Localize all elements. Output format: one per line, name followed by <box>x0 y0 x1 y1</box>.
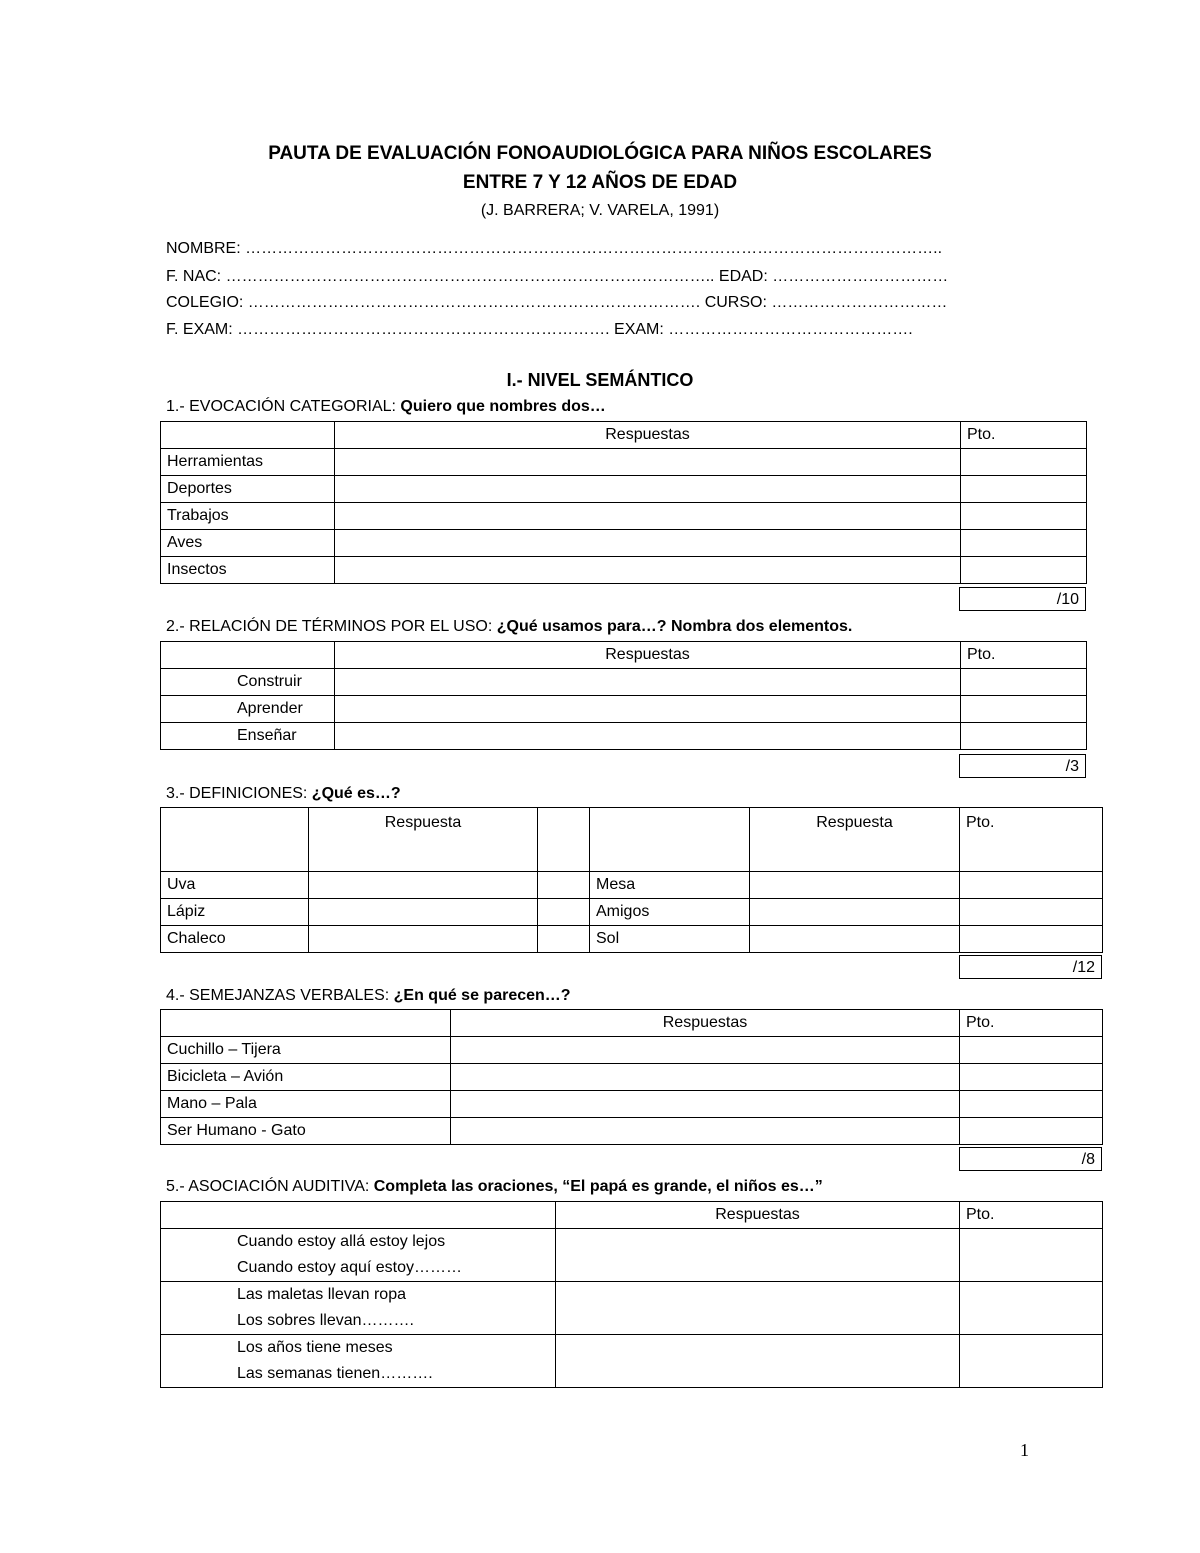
table-row <box>161 476 1087 503</box>
table-row <box>161 1282 1103 1335</box>
q1-total-score: /10 <box>959 587 1086 611</box>
q3-col-respuesta-left: Respuesta <box>309 808 538 872</box>
q5-prompt: Completa las oraciones, “El papá es grande, el niños es…” <box>373 1178 823 1195</box>
q1-answer-cell[interactable] <box>335 530 961 557</box>
q4-answer-cell[interactable] <box>451 1037 960 1064</box>
q3-score-cell[interactable] <box>960 872 1103 899</box>
field-fecha-nacimiento: F. NAC: ……………………………………………………………………………….. EDAD: …………………………… <box>166 268 949 285</box>
q2-answer-cell[interactable] <box>335 723 961 750</box>
q1-score-cell[interactable] <box>961 557 1087 584</box>
q4-label: 4.- SEMEJANZAS VERBALES: <box>166 987 394 1004</box>
q3-col-respuesta-right: Respuesta <box>750 808 960 872</box>
q4-score-cell[interactable] <box>960 1118 1103 1145</box>
q5-sentence-line2: Los sobres llevan………. <box>237 1312 414 1329</box>
q3-score-cell[interactable] <box>538 872 590 899</box>
q3-col-pto: Pto. <box>960 808 1103 872</box>
q3-score-cell[interactable] <box>538 899 590 926</box>
q1-row-label: Deportes <box>161 476 335 503</box>
q3-row-label-left: Chaleco <box>161 926 309 953</box>
q1-table <box>160 421 1087 584</box>
q4-col-pto: Pto. <box>960 1010 1103 1037</box>
table-row <box>161 926 1103 953</box>
q3-heading <box>166 785 401 803</box>
q2-score-cell[interactable] <box>961 696 1087 723</box>
q2-col-respuestas: Respuestas <box>335 642 961 669</box>
q5-sentence-line1: Los años tiene meses <box>237 1339 393 1356</box>
q2-answer-cell[interactable] <box>335 669 961 696</box>
q4-row-label: Cuchillo – Tijera <box>161 1037 451 1064</box>
q3-answer-cell[interactable] <box>750 872 960 899</box>
q2-score-cell[interactable] <box>961 669 1087 696</box>
q4-heading <box>166 987 571 1005</box>
q1-prompt: Quiero que nombres dos… <box>400 398 606 415</box>
q4-answer-cell[interactable] <box>451 1091 960 1118</box>
table-row <box>161 1118 1103 1145</box>
q5-label: 5.- ASOCIACIÓN AUDITIVA: <box>166 1178 374 1195</box>
q3-prompt: ¿Qué es…? <box>311 785 401 802</box>
table-row <box>161 808 1103 872</box>
table-row <box>161 723 1087 750</box>
q3-row-label-left: Lápiz <box>161 899 309 926</box>
q1-row-label: Trabajos <box>161 503 335 530</box>
q4-answer-cell[interactable] <box>451 1118 960 1145</box>
q1-heading <box>166 398 606 416</box>
q4-col-respuestas: Respuestas <box>451 1010 960 1037</box>
table-row <box>161 1010 1103 1037</box>
q3-label: 3.- DEFINICIONES: <box>166 785 312 802</box>
q2-heading <box>166 618 852 636</box>
table-row <box>161 899 1103 926</box>
q1-answer-cell[interactable] <box>335 476 961 503</box>
q3-score-cell[interactable] <box>960 926 1103 953</box>
q5-sentence-line2: Cuando estoy aquí estoy……… <box>237 1259 463 1276</box>
q5-score-cell[interactable] <box>960 1335 1103 1388</box>
table-row <box>161 1064 1103 1091</box>
q4-table <box>160 1009 1103 1145</box>
q2-row-label: Enseñar <box>161 723 335 750</box>
q1-row-label: Herramientas <box>161 449 335 476</box>
q3-answer-cell[interactable] <box>750 926 960 953</box>
q1-label: 1.- EVOCACIÓN CATEGORIAL: <box>166 398 401 415</box>
document-title-line2: ENTRE 7 Y 12 AÑOS DE EDAD <box>462 172 738 193</box>
q4-row-label: Ser Humano - Gato <box>161 1118 451 1145</box>
q2-col-pto: Pto. <box>961 642 1087 669</box>
table-row <box>161 1091 1103 1118</box>
q4-score-cell[interactable] <box>960 1091 1103 1118</box>
q5-heading <box>166 1178 823 1196</box>
table-row <box>161 422 1087 449</box>
table-row <box>161 1037 1103 1064</box>
q1-col-respuestas: Respuestas <box>335 422 961 449</box>
table-row <box>161 1335 1103 1388</box>
q5-table <box>160 1201 1103 1388</box>
q5-col-respuestas: Respuestas <box>556 1202 960 1229</box>
q5-row-sentence <box>161 1282 556 1335</box>
table-row <box>161 530 1087 557</box>
q5-answer-cell[interactable] <box>556 1282 960 1335</box>
q1-score-cell[interactable] <box>961 503 1087 530</box>
q5-sentence-line2: Las semanas tienen………. <box>237 1365 433 1382</box>
q2-row-label: Construir <box>161 669 335 696</box>
q4-score-cell[interactable] <box>960 1064 1103 1091</box>
table-row <box>161 449 1087 476</box>
q5-sentence-line1: Las maletas llevan ropa <box>237 1286 406 1303</box>
q1-col-pto: Pto. <box>961 422 1087 449</box>
q2-total-score: /3 <box>959 754 1086 778</box>
q3-answer-cell[interactable] <box>309 872 538 899</box>
q5-score-cell[interactable] <box>960 1282 1103 1335</box>
field-fecha-examen: F. EXAM: ……………………………………………………………. EXAM: ………………………………………. <box>166 321 913 338</box>
q5-answer-cell[interactable] <box>556 1229 960 1282</box>
q3-answer-cell[interactable] <box>750 899 960 926</box>
q3-score-cell[interactable] <box>960 899 1103 926</box>
q3-table <box>160 807 1103 953</box>
table-row <box>161 1202 1103 1229</box>
q5-answer-cell[interactable] <box>556 1335 960 1388</box>
q2-answer-cell[interactable] <box>335 696 961 723</box>
q5-score-cell[interactable] <box>960 1229 1103 1282</box>
q2-score-cell[interactable] <box>961 723 1087 750</box>
table-row <box>161 696 1087 723</box>
table-row <box>161 557 1087 584</box>
q3-row-label-left: Uva <box>161 872 309 899</box>
q4-prompt: ¿En qué se parecen…? <box>393 987 571 1004</box>
q4-answer-cell[interactable] <box>451 1064 960 1091</box>
document-title-line1: PAUTA DE EVALUACIÓN FONOAUDIOLÓGICA PARA NIÑOS ESCOLARES <box>268 143 932 164</box>
q5-sentence-line1: Cuando estoy allá estoy lejos <box>237 1233 446 1250</box>
table-row <box>161 669 1087 696</box>
field-nombre: NOMBRE: ………………………………………………………………………………………………………………….. <box>166 240 943 257</box>
q5-row-sentence <box>161 1229 556 1282</box>
q5-col-pto: Pto. <box>960 1202 1103 1229</box>
q2-row-label: Aprender <box>161 696 335 723</box>
field-colegio: COLEGIO: …………………………………………………………………………. CURSO: …………………………… <box>166 294 948 311</box>
table-row <box>161 1229 1103 1282</box>
q4-row-label: Bicicleta – Avión <box>161 1064 451 1091</box>
q1-answer-cell[interactable] <box>335 503 961 530</box>
q4-row-label: Mano – Pala <box>161 1091 451 1118</box>
q3-total-score: /12 <box>959 955 1102 979</box>
q3-row-label-right: Sol <box>590 926 750 953</box>
q5-row-sentence <box>161 1335 556 1388</box>
q1-row-label: Aves <box>161 530 335 557</box>
table-row <box>161 642 1087 669</box>
q4-score-cell[interactable] <box>960 1037 1103 1064</box>
q1-score-cell[interactable] <box>961 476 1087 503</box>
table-row <box>161 872 1103 899</box>
q4-total-score: /8 <box>959 1147 1102 1171</box>
q3-row-label-right: Amigos <box>590 899 750 926</box>
q2-prompt: ¿Qué usamos para…? Nombra dos elementos. <box>496 618 853 635</box>
q1-score-cell[interactable] <box>961 530 1087 557</box>
q2-table <box>160 641 1087 750</box>
q1-answer-cell[interactable] <box>335 557 961 584</box>
q3-answer-cell[interactable] <box>309 899 538 926</box>
section-title: I.- NIVEL SEMÁNTICO <box>506 370 694 390</box>
q1-score-cell[interactable] <box>961 449 1087 476</box>
page-number: 1 <box>1020 1440 1029 1460</box>
q3-row-label-right: Mesa <box>590 872 750 899</box>
table-row <box>161 503 1087 530</box>
q1-row-label: Insectos <box>161 557 335 584</box>
q3-score-cell[interactable] <box>538 926 590 953</box>
q1-answer-cell[interactable] <box>335 449 961 476</box>
q3-answer-cell[interactable] <box>309 926 538 953</box>
q2-label: 2.- RELACIÓN DE TÉRMINOS POR EL USO: <box>166 618 497 635</box>
document-authors: (J. BARRERA; V. VARELA, 1991) <box>480 202 720 219</box>
